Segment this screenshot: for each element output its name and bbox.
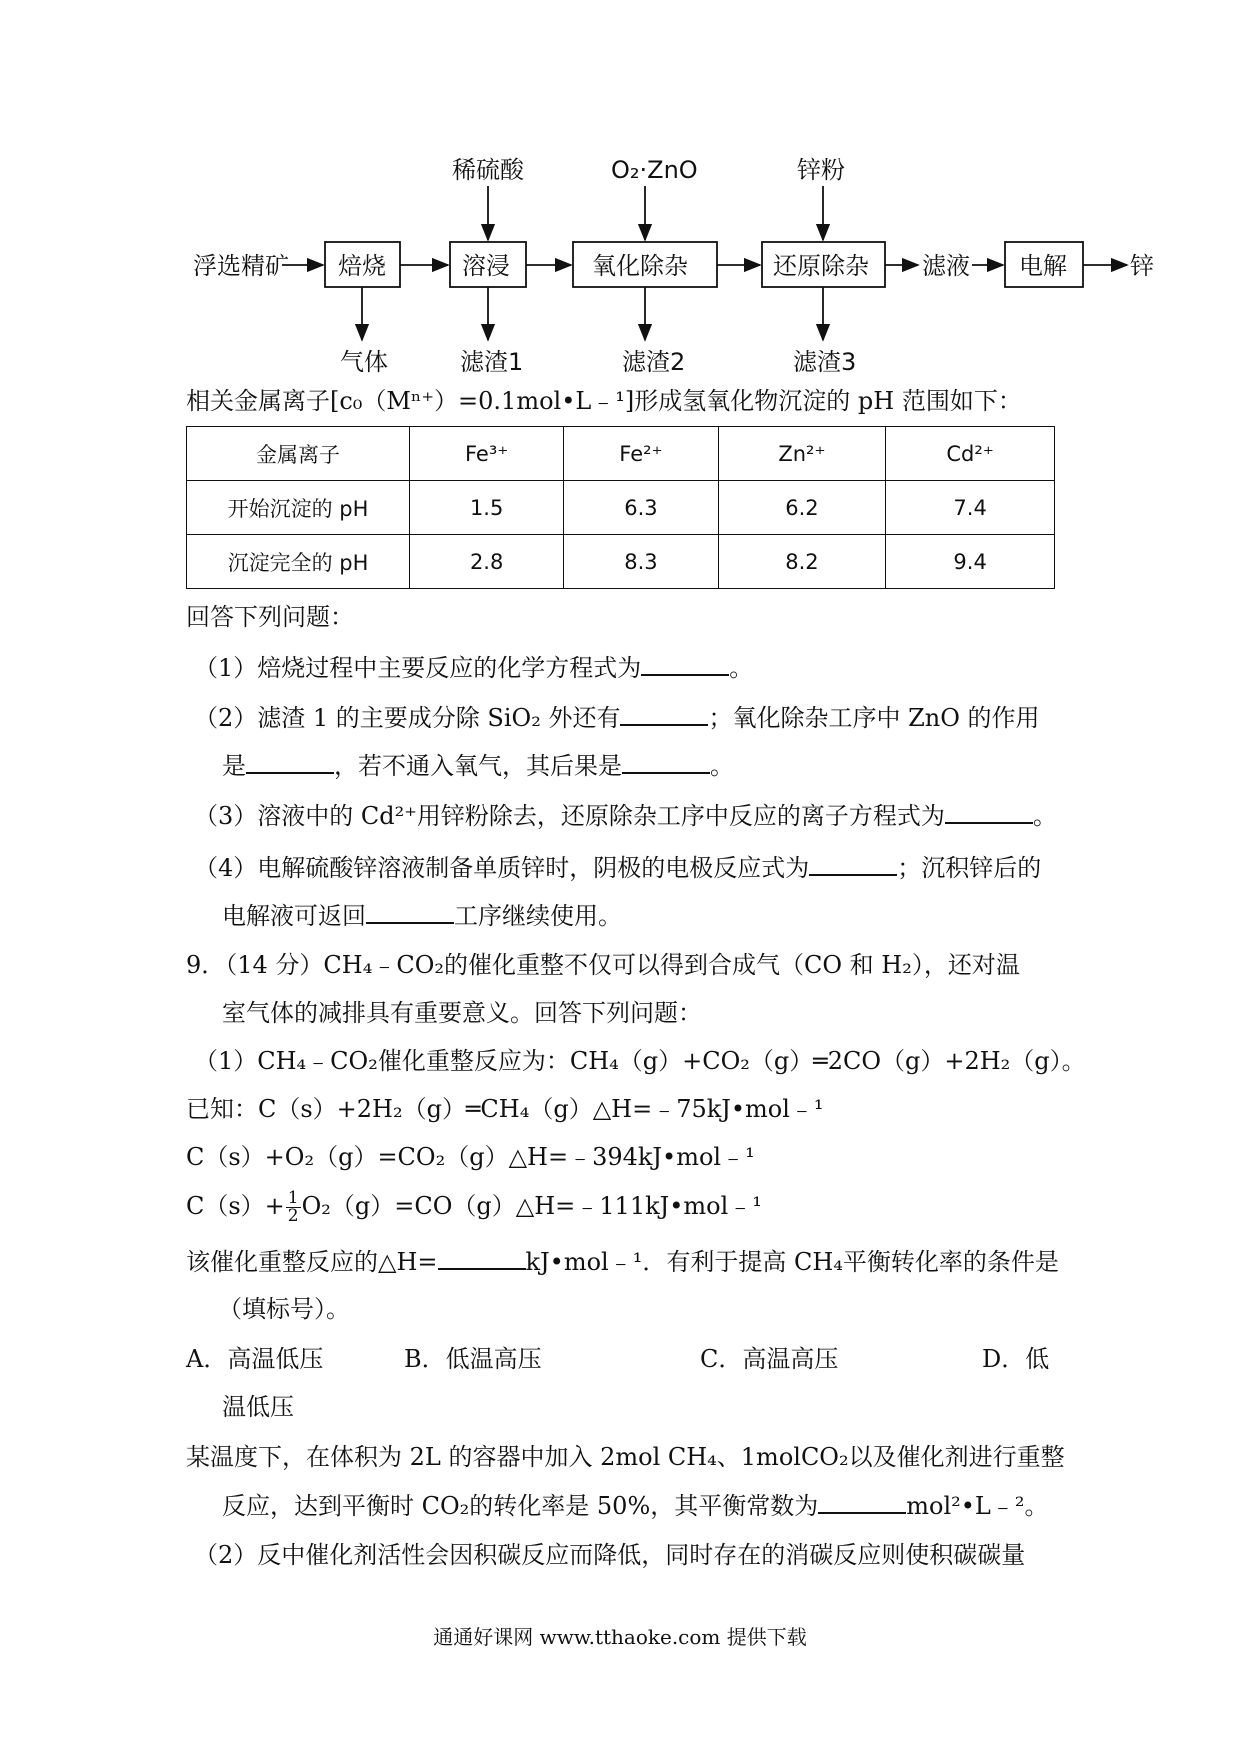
table-cell: 6.2 (718, 481, 886, 535)
question-4-line-1: （4）电解硫酸锌溶液制备单质锌时，阴极的电极反应式为 ；沉积锌后的 (194, 854, 1042, 882)
table-header-cell: Zn²⁺ (718, 427, 886, 481)
problem-9-part-2: （2）反中催化剂活性会因积碳反应而降低，同时存在的消碳反应则使积碳碳量 (194, 1541, 1026, 1569)
question-3: （3）溶液中的 Cd²⁺用锌粉除去，还原除杂工序中反应的离子方程式为 。 (194, 802, 1057, 830)
table-cell: 9.4 (886, 535, 1055, 589)
known-equation-1: 已知：C（s）+2H₂（g）═CH₄（g）△H=﹣75kJ•mol﹣¹ (186, 1095, 824, 1123)
option-d-continued: 温低压 (222, 1393, 294, 1421)
answer-blank (809, 852, 897, 876)
known-equation-3: C（s）+ $\frac{1}{2}$ O₂（g）=CO（g）△H=﹣111kJ•mol﹣¹ (186, 1188, 762, 1226)
problem-9-delta-h: 该催化重整反应的△H= kJ•mol﹣¹．有利于提高 CH₄平衡转化率的条件是 (186, 1248, 1059, 1276)
table-cell: 沉淀完全的 pH (187, 535, 410, 589)
table-caption: 相关金属离子[c₀（Mⁿ⁺）=0.1mol•L﹣¹]形成氢氧化物沉淀的 pH 范围如下： (186, 387, 1022, 415)
box-label-reduce: 还原除杂 (773, 252, 869, 280)
byproduct-residue-2: 滤渣2 (622, 348, 686, 376)
table-header-cell: Fe³⁺ (410, 427, 564, 481)
box-label-leach: 溶浸 (462, 252, 510, 280)
reagent-zinc-powder: 锌粉 (797, 156, 845, 184)
box-label-oxidize: 氧化除杂 (592, 252, 688, 280)
problem-9-line-1: 9．（14 分）CH₄﹣CO₂的催化重整不仅可以得到合成气（CO 和 H₂），还对温 (186, 951, 1020, 979)
table-cell: 开始沉淀的 pH (187, 481, 410, 535)
table-cell: 6.3 (564, 481, 718, 535)
answer-blank (366, 900, 454, 924)
table-row (187, 535, 1055, 589)
reagent-sulfuric-acid: 稀硫酸 (452, 156, 524, 184)
option-d: D．低 (982, 1345, 1050, 1373)
answer-blank (641, 652, 729, 676)
problem-9-equilibrium: 反应，达到平衡时 CO₂的转化率是 50%，其平衡常数为 mol²•L﹣²。 (222, 1492, 1049, 1520)
flow-filtrate: 滤液 (922, 252, 970, 280)
process-flow-diagram (0, 0, 1240, 380)
table-cell: 7.4 (886, 481, 1055, 535)
question-2-line-1: （2）滤渣 1 的主要成分除 SiO₂ 外还有 ；氧化除杂工序中 ZnO 的作用 (194, 704, 1040, 732)
problem-9-fill-label: （填标号）。 (218, 1295, 350, 1323)
table-cell: 2.8 (410, 535, 564, 589)
question-1: （1）焙烧过程中主要反应的化学方程式为 。 (194, 654, 754, 682)
byproduct-gas: 气体 (340, 348, 388, 376)
problem-9-reaction: （1）CH₄﹣CO₂催化重整反应为：CH₄（g）+CO₂（g）═2CO（g）+2H₂（g）。 (194, 1047, 1086, 1075)
answer-blank (818, 1490, 906, 1514)
table-header-cell: 金属离子 (187, 427, 410, 481)
answer-blank (246, 750, 334, 774)
problem-9-conditions: 某温度下，在体积为 2L 的容器中加入 2mol CH₄、1molCO₂以及催化剂进行重整 (186, 1443, 1065, 1471)
page-footer: 通通好课网 www.tthaoke.com 提供下载 (433, 1625, 807, 1649)
flow-input: 浮选精矿 (193, 252, 289, 280)
table-cell: 8.2 (718, 535, 886, 589)
table-row (187, 481, 1055, 535)
questions-intro: 回答下列问题： (186, 603, 354, 631)
question-2-line-2: 是 ，若不通入氧气，其后果是 。 (222, 752, 734, 780)
fraction-one-half: $\frac{1}{2}$ (287, 1188, 299, 1226)
table-header-cell: Cd²⁺ (886, 427, 1055, 481)
question-4-line-2: 电解液可返回 工序继续使用。 (222, 902, 622, 930)
flow-output: 锌 (1130, 252, 1154, 280)
byproduct-residue-3: 滤渣3 (793, 348, 857, 376)
table-header-row (187, 427, 1055, 481)
answer-blank (622, 750, 710, 774)
answer-blank (438, 1246, 526, 1270)
option-a: A．高温低压 (186, 1345, 324, 1373)
byproduct-residue-1: 滤渣1 (460, 348, 524, 376)
problem-9-line-2: 室气体的减排具有重要意义。回答下列问题： (222, 999, 702, 1027)
option-b: B．低温高压 (404, 1345, 542, 1373)
table-cell: 8.3 (564, 535, 718, 589)
box-label-roast: 焙烧 (338, 252, 386, 280)
table-cell: 1.5 (410, 481, 564, 535)
answer-blank (620, 702, 708, 726)
answer-blank (945, 800, 1033, 824)
table-header-cell: Fe²⁺ (564, 427, 718, 481)
precipitation-ph-table (186, 426, 1055, 589)
reagent-oxygen-zno: O₂·ZnO (611, 156, 698, 184)
box-label-electrolysis: 电解 (1019, 252, 1067, 280)
known-equation-2: C（s）+O₂（g）=CO₂（g）△H=﹣394kJ•mol﹣¹ (186, 1143, 755, 1171)
option-c: C．高温高压 (700, 1345, 839, 1373)
